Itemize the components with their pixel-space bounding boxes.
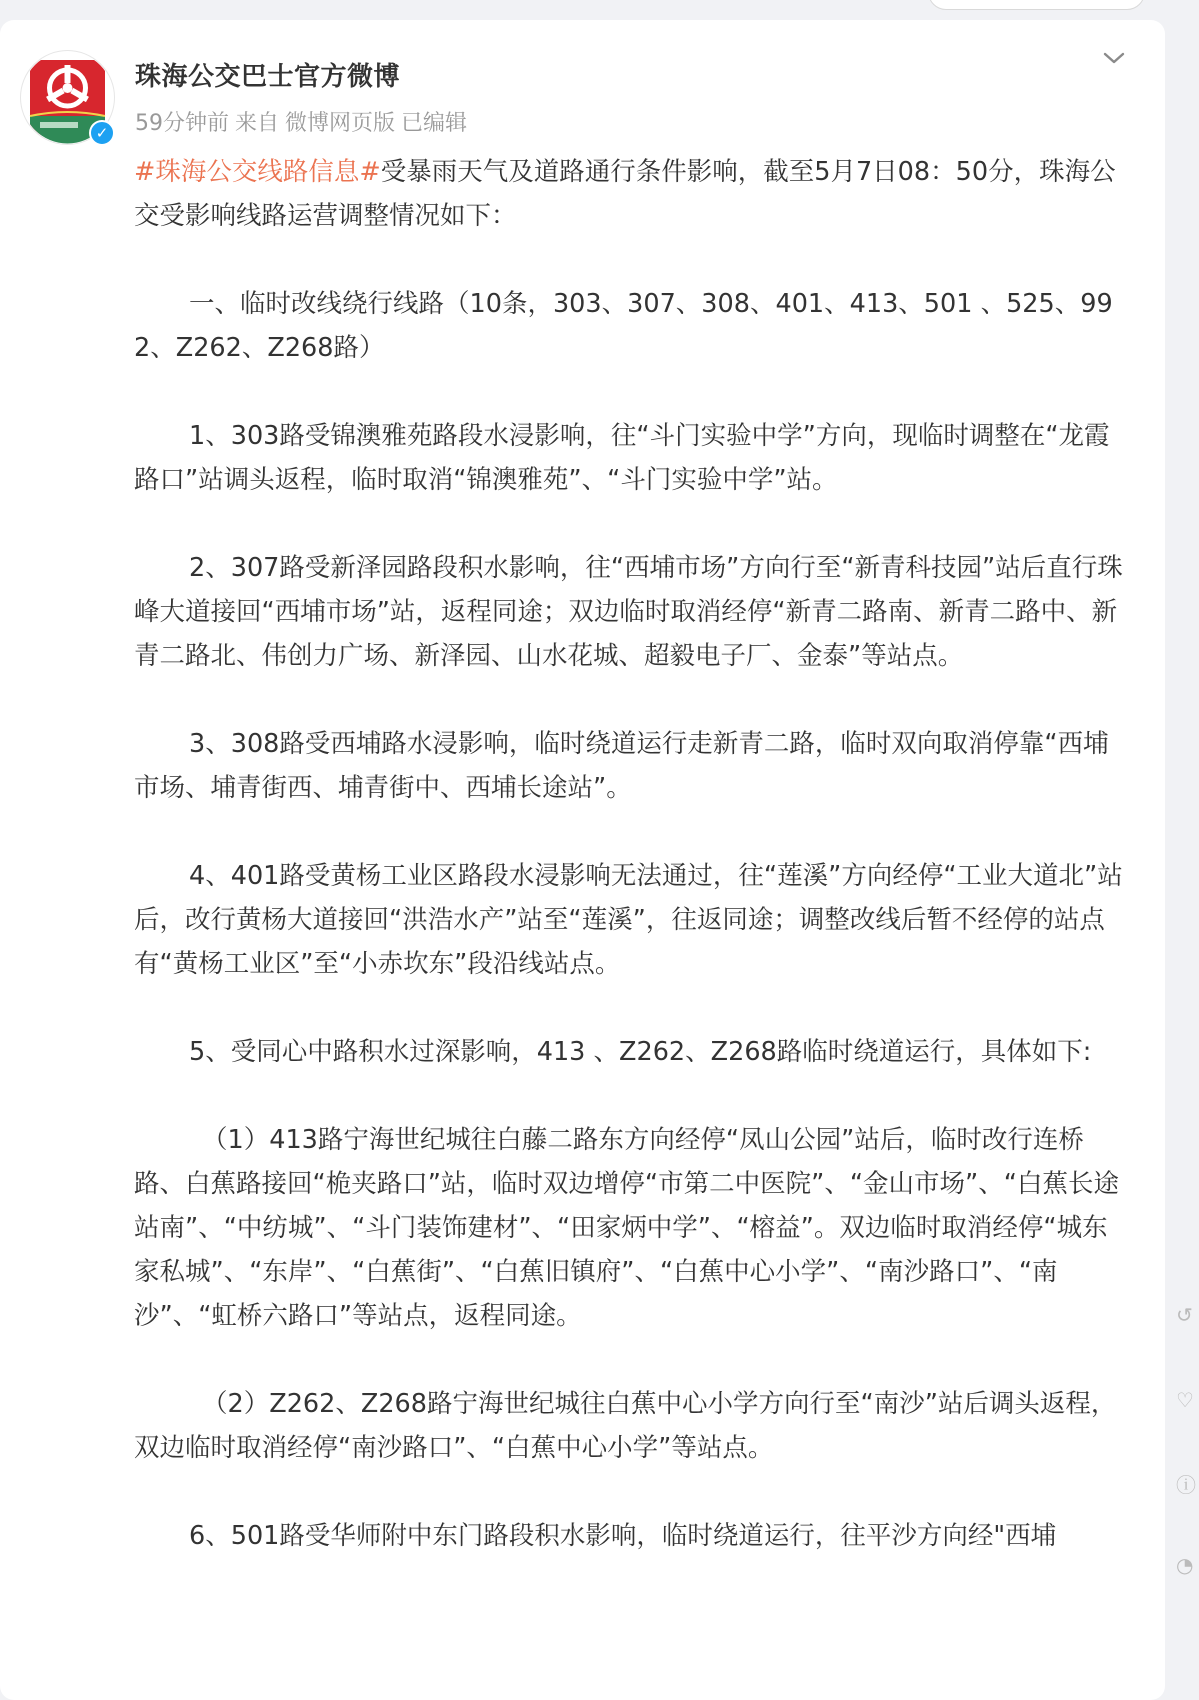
section-heading: 一、临时改线绕行线路（10条，303、307、308、401、413、501 、525、992、Z262、Z268路） [134, 289, 1113, 363]
report-icon[interactable]: ⓘ [1176, 1473, 1196, 1497]
author-name[interactable]: 珠海公交巴士官方微博 [135, 62, 401, 92]
intro-text: 受暴雨天气及道路通行条件影响，截至5月7日08：50分，珠海公交受影响线路运营调整情况如下： [134, 157, 1116, 231]
route-item-308: 3、308路受西埔路水浸影响，临时绕道运行走新青二路，临时双向取消停靠“西埔市场、埔青街西、埔青街中、西埔长途站”。 [134, 729, 1109, 803]
verified-badge-icon: ✓ [89, 120, 115, 146]
route-subitem-413: （1）413路宁海世纪城往白藤二路东方向经停“凤山公园”站后，临时改行连桥路、白蕉路接回“桅夹路口”站，临时双边增停“市第二中医院”、“金山市场”、“白蕉长途站南”、“中纺城”、“斗门装饰建材”、“田家炳中学”、“榕益”。双边临时取消经停“城东家私城”、“东岸”、“白蕉街”、“白蕉旧镇府”、“白蕉中心小学”、“南沙路口”、“南沙”、“虹桥六路口”等站点，返程同途。 [134, 1125, 1119, 1331]
hashtag-link[interactable]: #珠海公交线路信息# [134, 157, 381, 187]
chevron-down-icon[interactable] [1102, 46, 1126, 70]
route-item-303: 1、303路受锦澳雅苑路段水浸影响，往“斗门实验中学”方向，现临时调整在“龙霞路口”站调头返程，临时取消“锦澳雅苑”、“斗门实验中学”站。 [134, 421, 1110, 495]
route-item-413-z262-z268: 5、受同心中路积水过深影响，413 、Z262、Z268路临时绕道运行，具体如下: [189, 1037, 1092, 1067]
post-intro [134, 150, 1132, 238]
post-meta [135, 106, 473, 137]
top-search-pill[interactable] [928, 0, 1145, 10]
route-item-501: 6、501路受华师附中东门路段积水影响，临时绕道运行，往平沙方向经"西埔 [189, 1521, 1057, 1551]
post-body [134, 150, 1132, 1602]
like-icon[interactable]: ♡ [1176, 1388, 1194, 1412]
top-icon[interactable]: ◔ [1176, 1553, 1194, 1577]
route-subitem-z262-z268: （2）Z262、Z268路宁海世纪城往白蕉中心小学方向行至“南沙”站后调头返程，双边临时取消经停“南沙路口”、“白蕉中心小学”等站点。 [134, 1389, 1117, 1463]
comment-icon[interactable]: ↺ [1176, 1303, 1193, 1327]
post-time[interactable]: 59分钟前 [135, 111, 229, 136]
route-item-401: 4、401路受黄杨工业区路段水浸影响无法通过，往“莲溪”方向经停“工业大道北”站后，改行黄杨大道接回“洪浩水产”站至“莲溪”，往返同途；调整改线后暂不经停的站点有“黄杨工业区”至“小赤坎东”段沿线站点。 [134, 861, 1123, 979]
edited-label[interactable]: 已编辑 [401, 111, 468, 136]
post-source: 微博网页版 [285, 111, 396, 136]
source-prefix: 来自 [235, 111, 280, 136]
route-item-307: 2、307路受新泽园路段积水影响，往“西埔市场”方向行至“新青科技园”站后直行珠峰大道接回“西埔市场”站，返程同途；双边临时取消经停“新青二路南、新青二路中、新青二路北、伟创力广场、新泽园、山水花城、超毅电子厂、金泰”等站点。 [134, 553, 1123, 671]
